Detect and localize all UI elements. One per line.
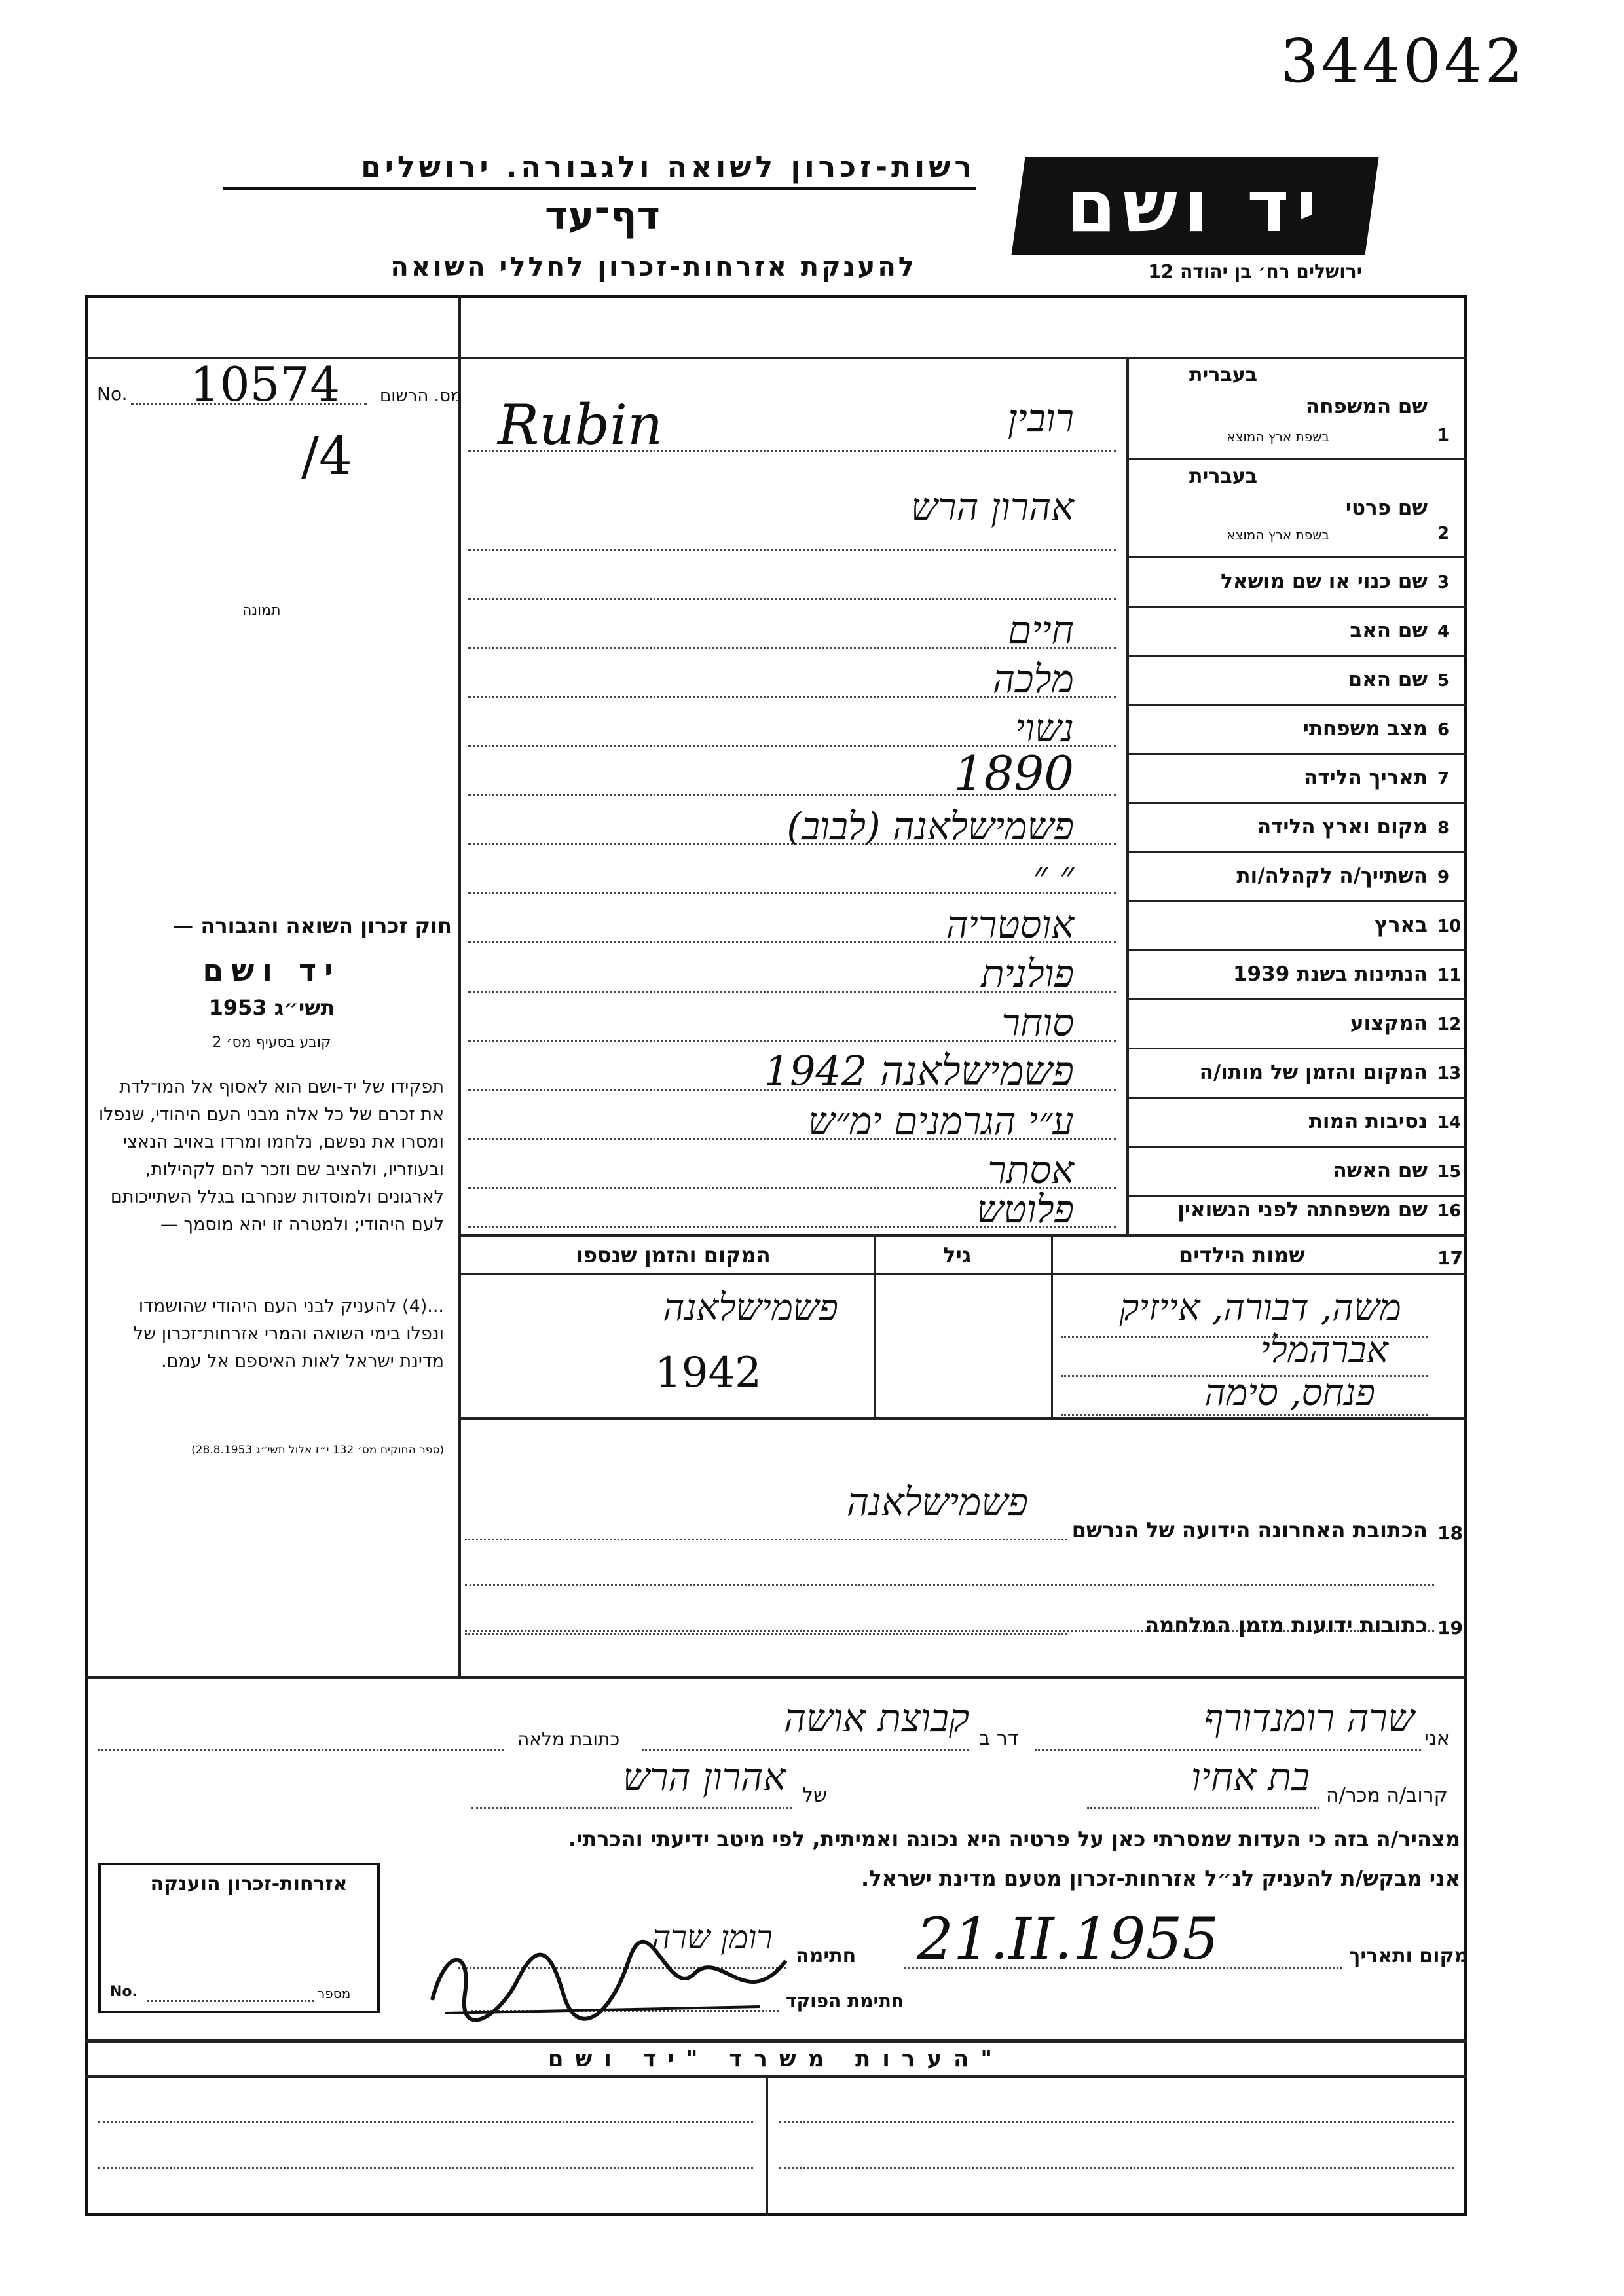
- form-subtitle: להענקת אזרחות-זכרון לחללי השואה: [390, 252, 917, 282]
- children-col-names: שמות הילדים: [1179, 1243, 1305, 1267]
- field-value-14: ע״י הגרמנים ימ״ש: [808, 1099, 1074, 1143]
- field-label-4: שם האב: [1350, 619, 1428, 642]
- field-label-9: השתייך/ה לקהלה/ות: [1236, 864, 1428, 888]
- field-num-7: 7: [1437, 769, 1450, 789]
- logo-address: ירושלים רח׳ בן יהודה 12: [1148, 261, 1362, 282]
- children-col-age: גיל: [943, 1243, 972, 1267]
- field-num-8: 8: [1437, 818, 1450, 838]
- registration-he-label: מס. הרשום: [380, 386, 462, 406]
- decl-place-date-value: 21.II.1955: [917, 1905, 1219, 1973]
- field-value-7: 1890: [953, 746, 1074, 801]
- field18-label: הכתובת האחרונה הידועה של הנרשם: [1071, 1518, 1428, 1542]
- field-value-8: פשמישלאנה (לבוב): [786, 804, 1074, 848]
- field-num-6: 6: [1437, 720, 1450, 740]
- field-num-12: 12: [1437, 1015, 1462, 1034]
- field-num-3: 3: [1437, 573, 1450, 592]
- field-label-7: תאריך הלידה: [1304, 766, 1428, 790]
- decl-dweller-value: קבוצת אושה: [784, 1696, 969, 1740]
- field-label-1: שם המשפחה: [1305, 395, 1428, 418]
- decl-relative-value: בת אחיו: [1191, 1755, 1310, 1799]
- child-names-3: פנחס, סימה: [1204, 1372, 1375, 1414]
- law-clause: קובע בסעיף מס׳ 2: [212, 1034, 331, 1051]
- law-citation: (ספר החוקים מס׳ 132 י״ז אלול תשי״ג 28.8.1953): [191, 1444, 444, 1457]
- field-num-16: 16: [1437, 1201, 1462, 1221]
- citizenship-no-label: No.: [110, 1984, 138, 2000]
- decl-ani: אני: [1424, 1727, 1450, 1750]
- decl-statement-1: מצהיר/ה בזה כי העדות שמסרתי כאן על פרטיה היא נכונה ואמיתית, לפי מיטב ידיעתי והכרתי.: [568, 1827, 1460, 1851]
- yad-vashem-logo: [1011, 157, 1378, 255]
- decl-dweller: דר ב: [979, 1727, 1019, 1750]
- field-value-9: ״ ״: [1033, 853, 1074, 898]
- registration-number: 10574: [190, 357, 341, 412]
- decl-ani-value: שרה רומנדורף: [1204, 1696, 1414, 1740]
- field-sub-hebrew-1: בעברית: [1189, 363, 1257, 386]
- child-place-2: 1942: [655, 1349, 762, 1397]
- law-title: חוק זכרון השואה והגבורה —: [172, 913, 452, 938]
- decl-statement-2: אני מבקש/ת להעניק לנ״ל אזרחות-זכרון מטעם מדינת ישראל.: [861, 1866, 1460, 1891]
- field-value-12: סוחר: [1001, 1000, 1074, 1045]
- field-value-1: רובין: [1007, 396, 1074, 441]
- authority-header: רשות-זכרון לשואה ולגבורה. ירושלים: [223, 151, 976, 190]
- field-value-2: אהרון הרש: [911, 484, 1074, 529]
- law-paragraph: תפקידו של יד-ושם הוא לאסוף אל המו־לדת את זכרם של כל אלה מבני העם היהודי, שנפלו ומסרו את נפשם, נלחמו ומרדו באויב הנאצי ובעוזריו, ולהציב שם וזכר להם לקהילות, לארגונים ולמוסדות שנחרבו בגלל השתייכותם לעם היהודי; ולמטרה זו יהא מוסמך —: [98, 1077, 444, 1235]
- field-label-2: שם פרטי: [1345, 496, 1428, 520]
- field-sub-origin-2: בשפת ארץ המוצא: [1227, 527, 1329, 543]
- field18-value: פשמישלאנה: [847, 1480, 1028, 1524]
- field-label-5: שם האם: [1348, 668, 1428, 691]
- decl-official-label: חתימת הפוקד: [786, 1990, 904, 2012]
- citizenship-number-label: מספר: [318, 1986, 351, 2001]
- field-num-1: 1: [1437, 426, 1450, 445]
- form-title: דף־עד: [545, 193, 660, 239]
- field-num-13: 13: [1437, 1064, 1462, 1084]
- field-label-6: מצב משפחתי: [1302, 717, 1428, 740]
- photo-label: תמונה: [242, 602, 281, 619]
- field-label-3: שם כנוי או שם מושאל: [1221, 570, 1428, 593]
- decl-of-value: אהרון הרש: [623, 1755, 786, 1799]
- children-col-place: המקום והזמן שנספו: [576, 1243, 771, 1267]
- field-num-15: 15: [1437, 1162, 1462, 1182]
- field-label-15: שם האשה: [1333, 1159, 1428, 1182]
- child-names-1: משה, דבורה, אייזיק: [1119, 1286, 1401, 1329]
- official-signature: [419, 1922, 799, 2033]
- children-num: 17: [1437, 1247, 1463, 1269]
- office-notes-title: הערות משרד "יד ושם": [547, 2046, 1005, 2072]
- field-label-13: המקום והזמן של מותו/ה: [1199, 1061, 1428, 1084]
- decl-relative: קרוב/ה מכר/ה: [1326, 1784, 1448, 1807]
- citizenship-title: אזרחות-זכרון הוענקה: [150, 1872, 348, 1895]
- field19-label: כתובות ידועות מזמן המלחמה: [1145, 1613, 1428, 1637]
- field-sub-origin-1: בשפת ארץ המוצא: [1227, 429, 1329, 445]
- field-label-14: נסיבות המות: [1308, 1110, 1428, 1133]
- field-value-latin-1: Rubin: [498, 393, 663, 457]
- field-value-4: חיים: [1008, 608, 1074, 652]
- field-sub-hebrew-2: בעברית: [1189, 465, 1257, 488]
- field-label-10: בארץ: [1375, 913, 1428, 937]
- field-num-4: 4: [1437, 622, 1450, 642]
- registration-sub-number: /4: [301, 426, 352, 486]
- child-place-1: פשמישלאנה: [663, 1286, 838, 1329]
- field-num-2: 2: [1437, 524, 1450, 543]
- field-value-11: פולנית: [981, 951, 1074, 996]
- field-num-10: 10: [1437, 917, 1462, 936]
- archive-number: 344042: [1280, 26, 1526, 96]
- decl-place-date-label: מקום ותאריך: [1349, 1944, 1469, 1967]
- field-label-16: שם משפחתה לפני הנשואין: [1177, 1198, 1428, 1222]
- field-value-5: מלכה: [993, 657, 1074, 701]
- field-value-16: פלוטש: [976, 1187, 1074, 1231]
- field-label-11: הנתינות בשנת 1939: [1232, 962, 1428, 986]
- law-clause-4: ...(4) להעניק לבני העם היהודי שהושמדו ונפלו בימי השואה והמרי אזרחות־זכרון של מדינת ישראל לאות האיספם אל עמם.: [133, 1296, 444, 1372]
- decl-signature-value: רומן שרה: [652, 1918, 773, 1956]
- decl-full-address: כתובת מלאה: [517, 1728, 620, 1750]
- field18-num: 18: [1437, 1522, 1463, 1544]
- law-name: יד ושם: [202, 953, 341, 988]
- decl-of: של: [802, 1784, 828, 1807]
- law-year: תשי״ג 1953: [208, 995, 335, 1020]
- field-num-11: 11: [1437, 966, 1462, 985]
- field-label-12: המקצוע: [1350, 1011, 1428, 1035]
- field-value-15: אסתר: [987, 1148, 1074, 1192]
- field-value-13: פשמישלאנה 1942: [764, 1047, 1074, 1095]
- field-value-6: נשוי: [1015, 706, 1074, 750]
- field-label-8: מקום וארץ הלידה: [1257, 815, 1428, 839]
- field-num-9: 9: [1437, 867, 1450, 887]
- logo-text: יד ושם: [1066, 164, 1324, 248]
- child-names-2: אברהמלי: [1261, 1329, 1388, 1372]
- decl-signature-label: חתימה: [796, 1944, 857, 1967]
- field-num-14: 14: [1437, 1113, 1462, 1133]
- field-value-10: אוסטריה: [946, 902, 1074, 947]
- registration-en-label: No.: [97, 383, 128, 405]
- field-num-5: 5: [1437, 671, 1450, 691]
- field19-num: 19: [1437, 1617, 1463, 1639]
